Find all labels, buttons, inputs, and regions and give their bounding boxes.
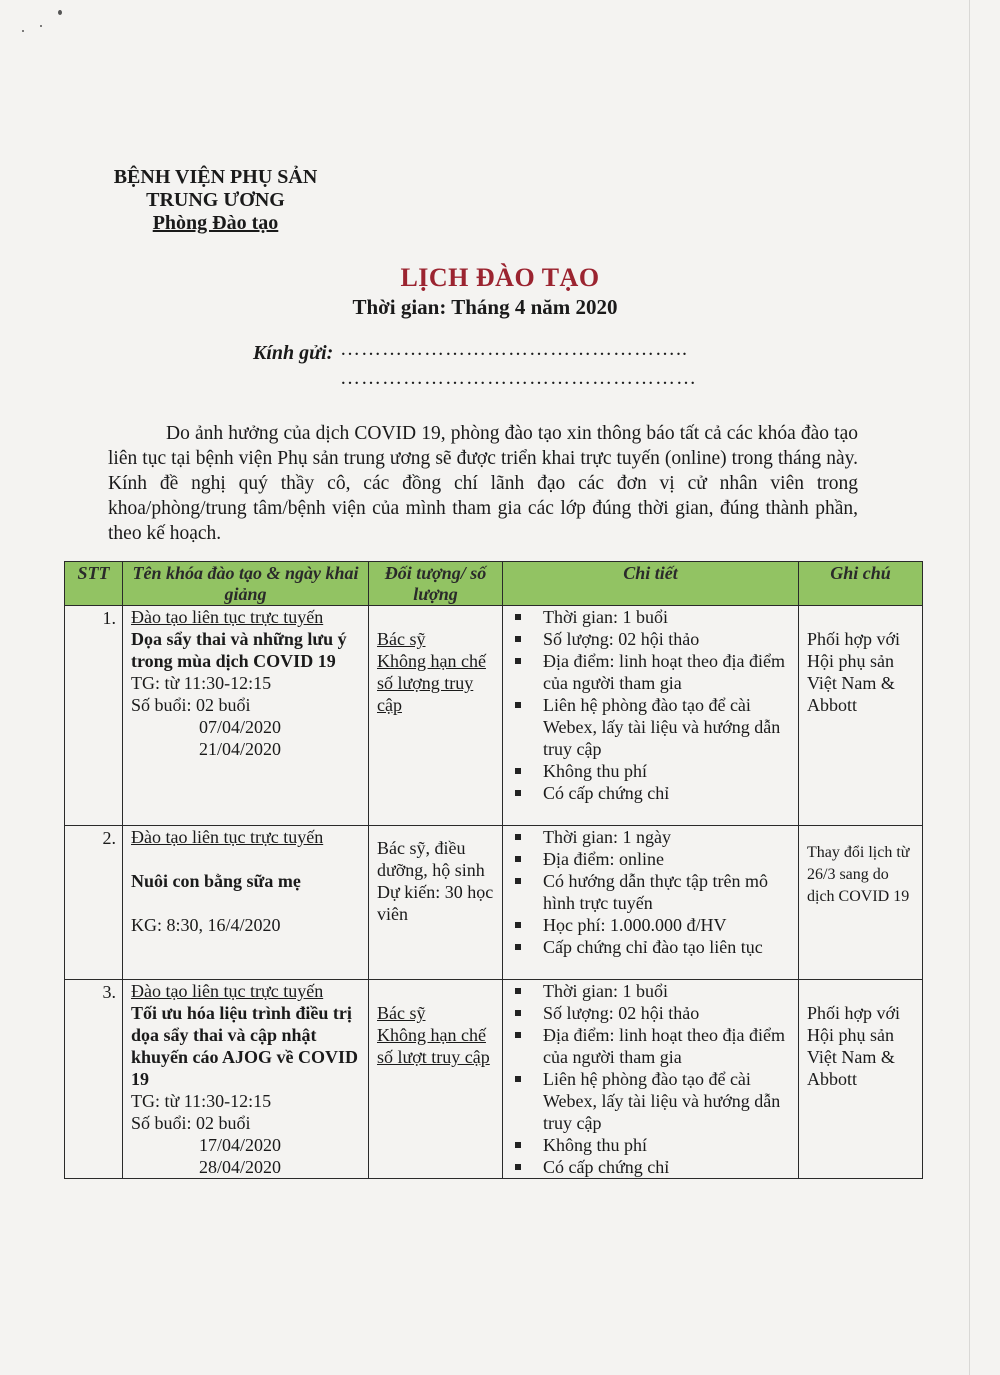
course-sessions: Số buổi: 02 buổi [131, 1113, 251, 1133]
detail-cell [503, 826, 799, 980]
table-row [65, 980, 923, 1179]
course-date: 07/04/2020 [199, 717, 282, 737]
header-note: Ghi chú [799, 562, 923, 606]
detail-item: Cấp chứng chỉ đào tạo liên tục [511, 936, 794, 958]
row-number: 2. [65, 826, 123, 980]
detail-item: Thời gian: 1 ngày [511, 826, 794, 848]
salutation-label: Kính gửi: [253, 342, 334, 364]
table-row [65, 606, 923, 826]
course-time: TG: từ 11:30-12:15 [131, 1091, 272, 1111]
org-name-line1: BỆNH VIỆN PHỤ SẢN [113, 166, 318, 188]
document-subtitle: Thời gian: Tháng 4 năm 2020 [352, 295, 618, 319]
training-schedule-table [64, 561, 923, 1179]
target-audience: Bác sỹ, điều dưỡng, hộ sinh [377, 838, 485, 880]
detail-item: Thời gian: 1 buổi [511, 606, 794, 628]
department-name: Phòng Đào tạo [152, 212, 279, 234]
course-type: Đào tạo liên tục trực tuyến [131, 607, 324, 627]
target-cell [369, 980, 503, 1179]
detail-item: Địa điểm: online [511, 848, 794, 870]
detail-item: Có cấp chứng chỉ [511, 1156, 794, 1178]
scan-speck [58, 10, 62, 15]
detail-cell [503, 980, 799, 1179]
org-name-line2: TRUNG ƯƠNG [146, 189, 285, 211]
note-cell [799, 606, 923, 826]
organization-header [108, 166, 323, 235]
detail-item: Số lượng: 02 hội thảo [511, 1002, 794, 1024]
detail-item: Có cấp chứng chỉ [511, 782, 794, 804]
detail-item: Thời gian: 1 buổi [511, 980, 794, 1002]
course-date: 21/04/2020 [199, 739, 282, 759]
note-cell [799, 826, 923, 980]
course-cell [123, 606, 369, 826]
course-type: Đào tạo liên tục trực tuyến [131, 981, 324, 1001]
scan-speck [40, 25, 42, 27]
detail-item: Địa điểm: linh hoạt theo địa điểm của người tham gia [511, 650, 794, 694]
header-target: Đối tượng/ số lượng [369, 562, 503, 606]
course-cell [123, 980, 369, 1179]
detail-item: Địa điểm: linh hoạt theo địa điểm của người tham gia [511, 1024, 794, 1068]
detail-item: Học phí: 1.000.000 đ/HV [511, 914, 794, 936]
course-kg: KG: 8:30, 16/4/2020 [131, 915, 281, 935]
target-cell [369, 606, 503, 826]
intro-paragraph: Do ảnh hưởng của dịch COVID 19, phòng đào tạo xin thông báo tất cả các khóa đào tạo liên tục tại bệnh viện Phụ sản trung ương sẽ được triển khai trực tuyến (online) trong tháng này. Kính đề nghị quý thầy cô, các đồng chí lãnh đạo các đơn vị cử nhân viên trong khoa/phòng/trung tâm/bệnh viện của mình tham gia các lớp đúng thời gian, đúng thành phần, theo kế hoạch. [108, 423, 858, 544]
detail-item: Có hướng dẫn thực tập trên mô hình trực tuyến [511, 870, 794, 914]
target-cell [369, 826, 503, 980]
detail-cell [503, 606, 799, 826]
header-stt: STT [65, 562, 123, 606]
detail-item: Liên hệ phòng đào tạo để cài Webex, lấy tài liệu và hướng dẫn truy cập [511, 694, 794, 760]
course-name: Dọa sẩy thai và những lưu ý trong mùa dịch COVID 19 [131, 629, 347, 671]
table-row [65, 826, 923, 980]
row-number: 3. [65, 980, 123, 1179]
row-number: 1. [65, 606, 123, 826]
target-quantity: Dự kiến: 30 học viên [377, 882, 494, 924]
note-cell [799, 980, 923, 1179]
course-sessions: Số buổi: 02 buổi [131, 695, 251, 715]
page-edge [969, 0, 970, 1375]
salutation-dots-2: …………………………………………… [340, 367, 697, 389]
course-time: TG: từ 11:30-12:15 [131, 673, 272, 693]
header-course: Tên khóa đào tạo & ngày khai giảng [123, 562, 369, 606]
salutation-dots-1: ………………………………………….. [340, 338, 688, 360]
detail-item: Không thu phí [511, 1134, 794, 1156]
detail-item: Không thu phí [511, 760, 794, 782]
target-quantity: Không hạn chế số lượt truy cập [377, 1025, 490, 1067]
table-header-row [65, 562, 923, 606]
scan-speck [22, 30, 24, 32]
course-name: Tối ưu hóa liệu trình điều trị dọa sẩy thai và cập nhật khuyến cáo AJOG về COVID 19 [131, 1003, 359, 1089]
target-audience: Bác sỹ [377, 629, 426, 649]
course-date: 28/04/2020 [199, 1157, 282, 1177]
document-title: LỊCH ĐÀO TẠO [400, 263, 600, 292]
note-text: Phối hợp với Hội phụ sản Việt Nam & Abbott [807, 629, 901, 715]
target-audience: Bác sỹ [377, 1003, 426, 1023]
course-cell [123, 826, 369, 980]
course-date: 17/04/2020 [199, 1135, 282, 1155]
note-text: Phối hợp với Hội phụ sản Việt Nam & Abbott [807, 1003, 901, 1089]
target-quantity: Không hạn chế số lượng truy cập [377, 651, 486, 715]
note-text: Thay đổi lịch từ 26/3 sang do dịch COVID 19 [807, 844, 910, 905]
detail-item: Liên hệ phòng đào tạo để cài Webex, lấy tài liệu và hướng dẫn truy cập [511, 1068, 794, 1134]
course-type: Đào tạo liên tục trực tuyến [131, 827, 324, 847]
course-name: Nuôi con bằng sữa mẹ [131, 871, 301, 891]
header-detail: Chi tiết [503, 562, 799, 606]
detail-item: Số lượng: 02 hội thảo [511, 628, 794, 650]
